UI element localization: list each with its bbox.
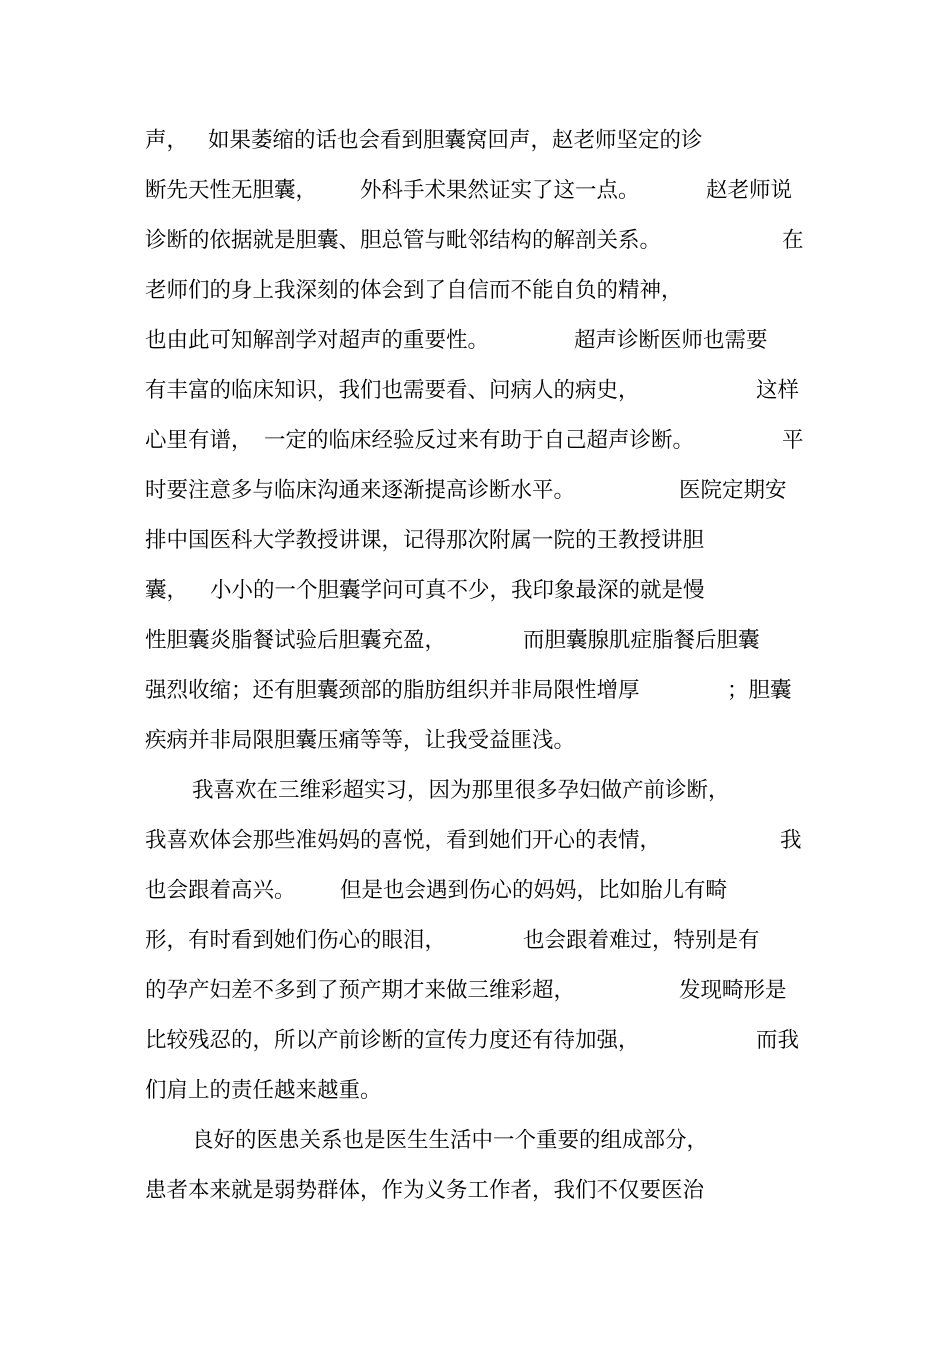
text-segment: 平 <box>782 428 804 453</box>
text-segment: 断先天性无胆囊， <box>145 178 318 203</box>
text-segment: 我喜欢体会那些准妈妈的喜悦，看到她们开心的表情， <box>145 828 662 853</box>
text-segment: 也由此可知解剖学对超声的重要性。 <box>145 328 490 353</box>
text-segment: 医院定期安 <box>679 478 787 503</box>
text-line <box>145 226 810 256</box>
text-segment: 声， <box>145 128 189 153</box>
text-line <box>145 326 810 356</box>
text-segment: 一定的临床经验反过来有助于自己超声诊断。 <box>264 428 695 453</box>
text-line <box>145 176 810 206</box>
text-segment: 疾病并非局限胆囊压痛等等，让我受益匪浅。 <box>145 728 576 753</box>
text-segment: 我喜欢在三维彩超实习，因为那里很多孕妇做产前诊断， <box>192 778 730 803</box>
text-line <box>145 1026 810 1056</box>
text-line <box>192 1126 810 1156</box>
text-segment: 发现畸形是 <box>679 978 787 1003</box>
text-segment: 的孕产妇差不多到了预产期才来做三维彩超， <box>145 978 576 1003</box>
text-line <box>145 376 810 406</box>
text-line <box>145 1076 810 1106</box>
text-line <box>145 476 810 506</box>
text-segment: 性胆囊炎脂餐试验后胆囊充盈， <box>145 628 447 653</box>
text-segment: 这样 <box>756 378 800 403</box>
text-segment: 而我 <box>756 1028 800 1053</box>
text-line <box>145 126 810 156</box>
text-line <box>145 426 810 456</box>
text-segment: 也会跟着难过，特别是有 <box>523 928 760 953</box>
text-segment: 囊， <box>145 578 189 603</box>
text-segment: ；胆囊 <box>727 678 792 703</box>
text-segment: 小小的一个胆囊学问可真不少，我印象最深的就是慢 <box>210 578 705 603</box>
text-segment: 心里有谱， <box>145 428 253 453</box>
text-segment: 我 <box>780 828 802 853</box>
text-segment: 赵老师说 <box>706 178 793 203</box>
text-line <box>145 826 810 856</box>
text-segment: 超声诊断医师也需要 <box>574 328 768 353</box>
text-line <box>145 276 810 306</box>
text-segment: 形，有时看到她们伤心的眼泪， <box>145 928 447 953</box>
text-segment: 如果萎缩的话也会看到胆囊窝回声，赵老师坚定的诊 <box>208 128 703 153</box>
text-segment: 们肩上的责任越来越重。 <box>145 1078 382 1103</box>
text-segment: 比较残忍的，所以产前诊断的宣传力度还有待加强， <box>145 1028 640 1053</box>
text-segment: 但是也会遇到伤心的妈妈，比如胎儿有畸 <box>340 878 728 903</box>
text-line <box>145 576 810 606</box>
text-line <box>145 626 810 656</box>
text-line <box>145 1176 810 1206</box>
text-segment: 在 <box>782 228 804 253</box>
text-segment: 有丰富的临床知识，我们也需要看、问病人的病史， <box>145 378 640 403</box>
text-segment: 也会跟着高兴。 <box>145 878 296 903</box>
text-segment: 而胆囊腺肌症脂餐后胆囊 <box>523 628 760 653</box>
text-line <box>192 776 810 806</box>
text-segment: 良好的医患关系也是医生生活中一个重要的组成部分， <box>192 1128 709 1153</box>
text-line <box>145 676 810 706</box>
text-line <box>145 526 810 556</box>
text-segment: 外科手术果然证实了这一点。 <box>360 178 640 203</box>
text-segment: 诊断的依据就是胆囊、胆总管与毗邻结构的解剖关系。 <box>145 228 662 253</box>
text-line <box>145 876 810 906</box>
text-segment: 强烈收缩；还有胆囊颈部的脂肪组织并非局限性增厚 <box>145 678 640 703</box>
text-segment: 老师们的身上我深刻的体会到了自信而不能自负的精神， <box>145 278 683 303</box>
text-line <box>145 926 810 956</box>
text-segment: 患者本来就是弱势群体，作为义务工作者，我们不仅要医治 <box>145 1178 705 1203</box>
text-segment: 时要注意多与临床沟通来逐渐提高诊断水平。 <box>145 478 576 503</box>
text-line <box>145 726 810 756</box>
text-segment: 排中国医科大学教授讲课，记得那次附属一院的王教授讲胆 <box>145 528 705 553</box>
text-line <box>145 976 810 1006</box>
